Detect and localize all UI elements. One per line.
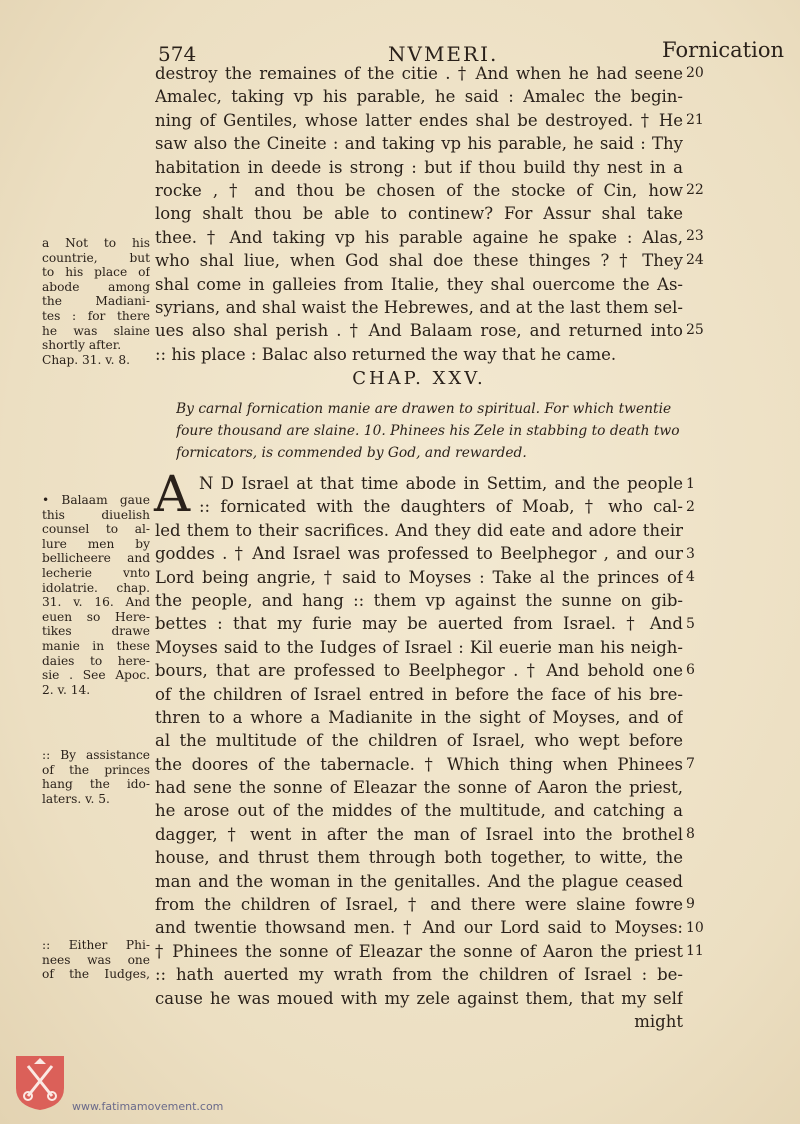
text-line: from the children of Israel, † and there were slaine fowre [155,895,683,915]
text-line: Moyses said to the Iudges of Israel : Kil euerie man his neigh- [155,637,683,657]
text-line: led them to their sacrifices. And they did eate and adore their [155,520,683,540]
margin-line: :: Either Phi- [42,938,150,952]
verse-number: 10 [686,920,704,936]
text-line: cause he was moued with my zele against them, that my self [155,988,683,1008]
text-line: goddes . † And Israel was professed to Beelphegor , and our [155,544,683,564]
margin-line: abode among [42,279,150,294]
margin-line: • Balaam gaue [42,493,150,507]
margin-line: counsel to al- [42,522,150,537]
margin-line: daies to here- [42,653,150,668]
text-line: bours, that are professed to Beelphegor . † And behold one [155,661,683,681]
text-line: syrians, and shal waist the Hebrewes, and at the last them sel- [155,297,683,317]
text-line: had sene the sonne of Eleazar the sonne of Aaron the priest, [155,778,683,798]
verse-number: 23 [686,228,704,244]
argument-line: fornicators, is commended by God, and rewarded. [176,445,527,461]
text-line: and twentie thowsand men. † And our Lord said to Moyses: [155,918,683,938]
text-line: ues also shal perish . † And Balaam rose, and returned into [155,321,683,341]
upper-text-block [155,62,683,366]
margin-line: tes : for there [42,308,150,323]
text-line: N D Israel at that time abode in Settim, and the people [199,474,683,493]
margin-line: tikes drawe [42,624,150,639]
text-line: of the children of Israel entred in before the face of his bre- [155,684,683,704]
verse-number: 8 [686,826,695,842]
text-line: he arose out of the middes of the multitude, and catching a [155,801,683,821]
margin-line: this diuelish [42,507,150,522]
margin-line: shortly after. [42,338,122,353]
margin-line: euen so Here- [42,609,150,624]
text-line: ning of Gentiles, whose latter endes shal be destroyed. † He [155,110,683,130]
papal-keys-icon [12,1052,68,1112]
text-line: al the multitude of the children of Israel, who wept before [155,731,683,751]
margin-line: 2. v. 14. [42,682,91,697]
margin-note-1 [42,236,150,367]
text-line: man and the woman in the genitalles. And the plague ceased [155,871,683,891]
verse-number: 9 [686,896,695,912]
text-line: † Phinees the sonne of Eleazar the sonne of Aaron the priest [155,941,683,961]
text-line: house, and thrust them through both together, to witte, the [155,848,683,868]
text-line: Amalec, taking vp his parable, he said : Amalec the begin- [155,87,683,107]
verse-number: 11 [686,943,704,959]
text-line: who shal liue, when God shal doe these thinges ? † They [155,251,683,271]
website-watermark: www.fatimamovement.com [72,1100,224,1113]
text-line: rocke , † and thou be chosen of the stocke of Cin, how [155,180,683,200]
text-line: :: fornicated with the daughters of Moab, † who cal- [199,497,683,517]
verse-number: 4 [686,569,695,585]
argument-line: foure thousand are slaine. 10. Phinees his Zele in stabbing to death two [176,423,680,439]
margin-line: Chap. 31. v. 8. [42,352,131,367]
verse-number: 25 [686,322,704,338]
margin-line: bellicheere and [42,551,150,566]
text-line: thren to a whore a Madianite in the sight of Moyses, and of [155,707,683,727]
margin-line: idolatrie. chap. [42,580,150,595]
text-line: the doores of the tabernacle. † Which thing when Phinees [155,754,683,774]
margin-line: of the Iudges, [42,967,150,982]
text-line: destroy the remaines of the citie . † And when he had seene [155,64,683,83]
verse-number: 24 [686,252,704,268]
verse-number: 1 [686,476,695,492]
text-line: the people, and hang :: them vp against the sunne on gib- [155,590,683,610]
margin-line: the Madiani- [42,294,150,309]
text-line: :: hath auerted my wrath from the children of Israel : be- [155,965,683,985]
verse-number: 20 [686,65,704,81]
text-line: :: his place : Balac also returned the way that he came. [155,344,617,364]
margin-line: manie in these [42,638,150,653]
text-line: dagger, † went in after the man of Israel into the brothel [155,824,683,844]
margin-line: 31. v. 16. And [42,595,150,610]
text-line: bettes : that my furie may be auerted from Israel. † And [155,614,683,634]
verse-number: 5 [686,616,695,632]
margin-line: lecherie vnto [42,565,150,580]
text-line: shal come in galleies from Italie, they shal ouercome the As- [155,274,683,294]
margin-note-2 [42,493,150,697]
text-line: thee. † And taking vp his parable againe he spake : Alas, [155,227,683,247]
text-line: Lord being angrie, † said to Moyses : Take al the princes of [155,567,683,587]
verse-number: 6 [686,662,695,678]
chapter-argument [176,398,716,464]
verse-number: 7 [686,756,695,772]
verse-number: 3 [686,546,695,562]
verse-number: 2 [686,499,695,515]
margin-line: sie . See Apoc. [42,668,150,683]
margin-line: hang the ido- [42,777,150,792]
margin-note-4 [42,938,150,982]
margin-line: laters. v. 5. [42,791,110,806]
chapter-heading: CHAP. XXV. [352,368,486,389]
running-title: NVMERI. [388,42,499,66]
verse-number: 21 [686,112,704,128]
margin-line: to his place of [42,265,150,280]
text-line: habitation in deede is strong : but if thou build thy nest in a [155,157,683,177]
drop-cap: A [154,465,191,523]
catchword: might [634,1011,683,1031]
page-topic: Fornication [662,38,784,62]
margin-note-3 [42,748,150,806]
lower-text-block [154,465,683,1033]
margin-line: nees was one [42,952,150,967]
margin-line: countrie, but [42,250,150,265]
margin-line: he was slaine [42,323,150,338]
margin-line: :: By assistance [42,748,150,762]
text-line: saw also the Cineite : and taking vp his parable, he said : Thy [155,134,683,154]
margin-line: lure men by [42,536,150,551]
margin-line: of the princes [42,762,150,777]
argument-line: By carnal fornication manie are drawen to spiritual. For which twentie [176,401,672,417]
verse-number: 22 [686,182,704,198]
margin-line: a Not to his [42,236,150,250]
text-line: long shalt thou be able to continew? For Assur shal take [155,204,683,224]
page-number: 574 [158,42,197,66]
